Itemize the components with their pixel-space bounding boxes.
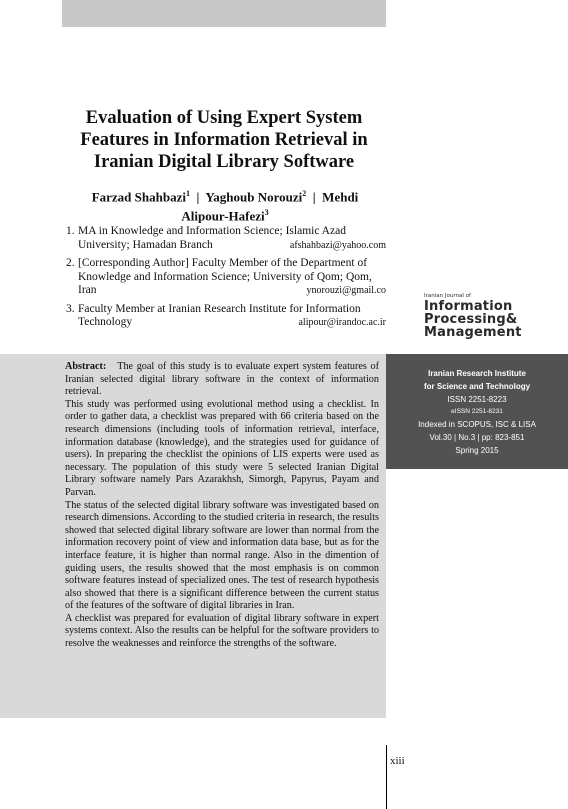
title-line: Evaluation of Using Expert System xyxy=(85,108,363,128)
volume-info: Vol.30 | No.3 | pp: 823-851 xyxy=(429,432,525,442)
title-line: Features in Information Retrieval in xyxy=(80,130,368,150)
affiliation-text: University; Hamadan Branch xyxy=(78,238,213,251)
affiliation-text: [Corresponding Author] Faculty Member of the Department of xyxy=(78,257,368,269)
affiliation-item xyxy=(66,257,386,298)
abstract-paragraph: A checklist was prepared for evaluation of digital library software in expert systems context. Also the results can be helpful for the software providers to resolve the weaknesses and reinforce the strengths of the software. xyxy=(65,612,379,650)
affiliation-item xyxy=(66,303,386,330)
author-name: Alipour-Hafezi xyxy=(181,208,265,224)
affiliation-text: Technology xyxy=(78,316,133,328)
affiliation-text: Knowledge and Information Science; University of Qom; Qom, xyxy=(78,270,372,283)
publisher-line: for Science and Technology xyxy=(423,381,531,391)
author-name: Farzad Shahbazi xyxy=(91,189,186,205)
author-name: Yaghoub Norouzi xyxy=(205,189,303,205)
affiliation-number: 2. xyxy=(66,257,75,269)
author-sup: 2 xyxy=(302,189,307,198)
indexing: Indexed in SCOPUS, ISC & LISA xyxy=(418,420,536,430)
affiliation-text: MA in Knowledge and Information Science; Islamic Azad xyxy=(78,225,346,237)
paper-title xyxy=(62,107,386,173)
journal-logo-text: Information xyxy=(424,299,513,314)
abstract-paragraph: This study was performed using evolutional method using a checklist. In order to gather data, a checklist was prepared with 66 criteria based on the research dimensions (including tools of information retrieval, interface, information database (knowledge), and the strategies used for guidance of users). In preparing the checklist the opinions of LIS experts were used as necessary. The population of this study were 5 selected Iranian Digital Library software namely Pars Azarakhsh, Simorgh, Papyrus, Payam and Parvan. xyxy=(65,398,379,498)
author-sup: 1 xyxy=(185,189,190,198)
abstract-paragraph: The status of the selected digital library software was investigated based on research dimensions. According to the studied criteria in research, the results showed that selected digital library software are lower than normal from the information recovery point of view and information data base, but as for the interface feature, it is higher than normal range. Also in the dimention of guiding users, the results showed that the most emphasis is on common software features instead of specialized ones. The test of research hypothesis also showed that there is a significant difference between the current status of the features of the software of digital libraries in Iran. xyxy=(65,499,379,612)
author-separator: | xyxy=(196,189,200,205)
abstract-section xyxy=(65,361,379,651)
affiliation-item xyxy=(66,225,386,252)
journal-logo xyxy=(424,293,554,339)
header-bar xyxy=(62,0,386,27)
affiliation-number: 1. xyxy=(66,225,75,237)
author-email[interactable]: afshahbazi@yahoo.com xyxy=(289,239,386,251)
page-number-rule xyxy=(386,745,387,809)
page-number: xiii xyxy=(390,755,405,767)
abstract-paragraph: The goal of this study is to evaluate expert system features of Iranian selected digital library software in the context of information retrieval. xyxy=(65,361,379,398)
journal-logo-text: Management xyxy=(424,325,522,340)
affiliation-list xyxy=(66,225,386,335)
author-separator: | xyxy=(312,189,316,205)
affiliation-text: Faculty Member at Iranian Research Institute for Information xyxy=(78,302,361,315)
abstract-label: Abstract: xyxy=(65,361,107,372)
publisher-line: Iranian Research Institute xyxy=(428,369,526,378)
author-list xyxy=(70,186,380,225)
author-email[interactable]: ynorouzi@gmail.co xyxy=(306,285,386,296)
author-name: Mehdi xyxy=(322,189,359,205)
affiliation-text: Iran xyxy=(78,284,97,296)
issue-date: Spring 2015 xyxy=(455,445,499,455)
eissn: eISSN 2251-8231 xyxy=(451,408,503,416)
journal-logo-text: Processing& xyxy=(424,312,518,327)
author-email[interactable]: alipour@irandoc.ac.ir xyxy=(298,317,386,328)
issn: ISSN 2251-8223 xyxy=(447,394,507,404)
author-sup: 3 xyxy=(264,208,269,218)
title-line: Iranian Digital Library Software xyxy=(93,152,355,172)
affiliation-number: 3. xyxy=(66,302,75,315)
journal-logo-caption: Iranian Journal of xyxy=(424,293,471,299)
journal-info-box xyxy=(386,354,568,469)
